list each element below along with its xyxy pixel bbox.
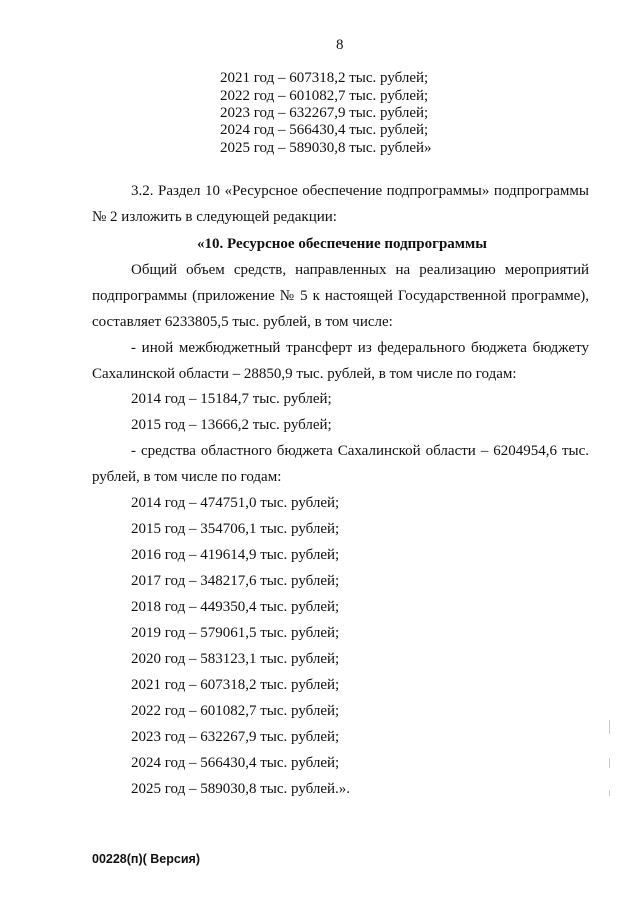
regional-year-item: 2025 год – 589030,8 тыс. рублей.». [131, 781, 351, 797]
list-item: 2025 год – 589030,8 тыс. рублей» [220, 140, 432, 156]
scan-artifact [609, 720, 610, 734]
page-number: 8 [336, 37, 344, 53]
regional-year-item: 2018 год – 449350,4 тыс. рублей; [131, 599, 340, 615]
list-item: 2024 год – 566430,4 тыс. рублей; [220, 122, 429, 138]
regional-year-item: 2024 год – 566430,4 тыс. рублей; [131, 755, 340, 771]
regional-year-item: 2021 год – 607318,2 тыс. рублей; [131, 677, 340, 693]
regional-year-item: 2023 год – 632267,9 тыс. рублей; [131, 729, 340, 745]
regional-year-item: 2016 год – 419614,9 тыс. рублей; [131, 547, 340, 563]
document-footer-code: 00228(п)( Версия) [92, 852, 200, 866]
regional-year-item: 2020 год – 583123,1 тыс. рублей; [131, 651, 340, 667]
regional-year-item: 2015 год – 354706,1 тыс. рублей; [131, 521, 340, 537]
federal-year-item: 2014 год – 15184,7 тыс. рублей; [131, 391, 332, 407]
list-item: 2021 год – 607318,2 тыс. рублей; [220, 70, 429, 86]
section-heading: «10. Ресурсное обеспечение подпрограммы [197, 236, 487, 252]
paragraph-line: Сахалинской области – 28850,9 тыс. рублей, в том числе по годам: [92, 366, 517, 382]
list-item: 2022 год – 601082,7 тыс. рублей; [220, 88, 429, 104]
paragraph-line: рублей, в том числе по годам: [92, 469, 282, 485]
paragraph-line: - иной межбюджетный трансферт из федерального бюджета бюджету [131, 340, 589, 356]
section-intro-line: № 2 изложить в следующей редакции: [92, 209, 337, 225]
scan-artifact [609, 758, 610, 768]
paragraph-line: составляет 6233805,5 тыс. рублей, в том числе: [92, 314, 393, 330]
paragraph-line: - средства областного бюджета Сахалинской области – 6204954,6 тыс. [131, 443, 589, 459]
regional-year-item: 2019 год – 579061,5 тыс. рублей; [131, 625, 340, 641]
list-item: 2023 год – 632267,9 тыс. рублей; [220, 105, 429, 121]
federal-year-item: 2015 год – 13666,2 тыс. рублей; [131, 417, 332, 433]
regional-year-item: 2022 год – 601082,7 тыс. рублей; [131, 703, 340, 719]
regional-year-item: 2014 год – 474751,0 тыс. рублей; [131, 495, 340, 511]
paragraph-line: подпрограммы (приложение № 5 к настоящей Государственной программе), [92, 288, 589, 304]
paragraph-line: Общий объем средств, направленных на реализацию мероприятий [131, 262, 589, 278]
section-intro-line: 3.2. Раздел 10 «Ресурсное обеспечение подпрограммы» подпрограммы [131, 183, 589, 199]
scan-artifact [609, 790, 610, 796]
regional-year-item: 2017 год – 348217,6 тыс. рублей; [131, 573, 340, 589]
